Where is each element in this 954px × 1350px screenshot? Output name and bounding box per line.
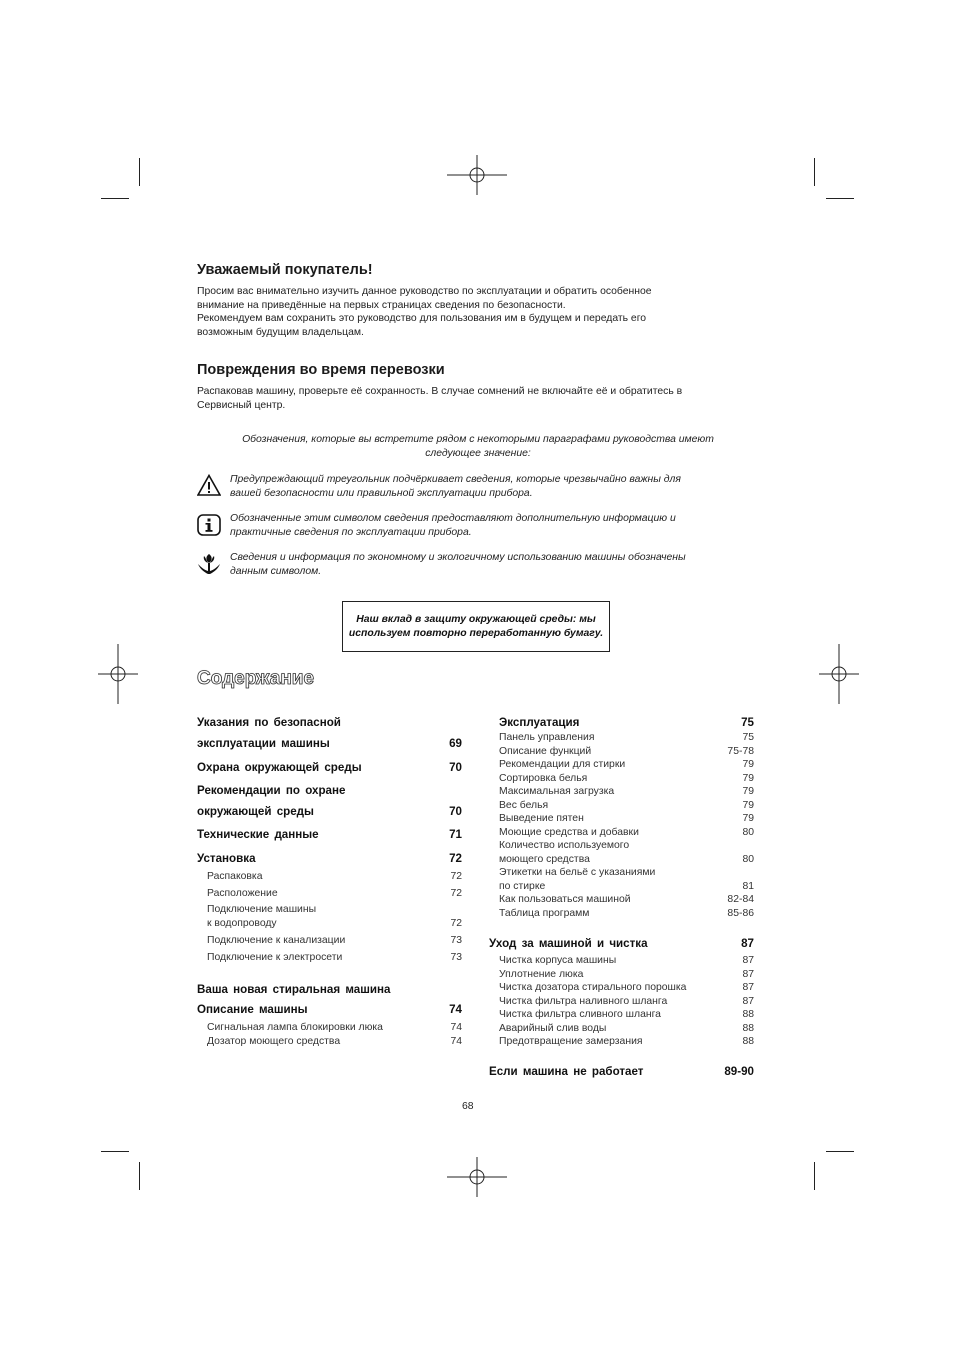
toc-subentry[interactable]: Описание функций 75-78 <box>499 745 754 757</box>
registration-mark-right-icon <box>819 644 859 704</box>
toc-entry[interactable]: Описание машины 74 <box>197 1003 462 1016</box>
toc-subentry[interactable]: Панель управления 75 <box>499 732 754 743</box>
toc-subentry[interactable]: Дозатор моющего средства 74 <box>207 1036 462 1047</box>
toc-subentry[interactable]: Предотвращение замерзания 88 <box>499 1036 754 1047</box>
toc-subentry[interactable]: Как пользоваться машиной 82-84 <box>499 894 754 905</box>
symbols-intro-line-1: Обозначения, которые вы встретите рядом с некоторыми параграфами руководства имеют <box>242 434 714 445</box>
damage-heading: Повреждения во время перевозки <box>197 362 445 378</box>
toc-entry[interactable]: Технические данные 71 <box>197 828 462 841</box>
toc-subentry[interactable]: Аварийный слив воды 88 <box>499 1022 754 1034</box>
symbols-intro-line-2: следующее значение: <box>425 447 531 459</box>
toc-subentry[interactable]: Количество используемого <box>499 840 630 851</box>
toc-subentry[interactable]: Чистка фильтра сливного шланга 88 <box>499 1009 754 1020</box>
toc-entry[interactable]: Установка 72 <box>197 852 462 865</box>
toc-title: Содержание <box>197 668 315 689</box>
registration-mark-left-icon <box>98 644 138 704</box>
toc-subentry[interactable]: Чистка корпуса машины 87 <box>499 955 754 966</box>
toc-entry[interactable]: эксплуатации машины 69 <box>197 737 462 750</box>
eco-line-2: данным символом. <box>230 565 322 577</box>
toc-subentry[interactable]: Подключение к канализации 73 <box>207 935 462 946</box>
toc-subentry[interactable]: Выведение пятен 79 <box>499 813 754 824</box>
toc-subentry[interactable]: Рекомендации для стирки 79 <box>499 759 754 770</box>
toc-entry[interactable]: Эксплуатация 75 <box>499 716 754 729</box>
toc-subentry[interactable]: Расположение 72 <box>207 888 462 899</box>
toc-subentry[interactable]: к водопроводу 72 <box>207 918 462 929</box>
recycled-notice-line-2: используем повторно переработанную бумагу. <box>348 627 604 639</box>
toc-subentry[interactable]: Вес белья 79 <box>499 799 754 811</box>
toc-subentry[interactable]: Уплотнение люка 87 <box>499 968 754 980</box>
toc-entry[interactable]: Охрана окружающей среды 70 <box>197 761 462 774</box>
intro-line-2: внимание на приведённые на первых страницах сведения по безопасности. <box>197 299 566 311</box>
eco-line-1: Сведения и информация по экономному и экологичному использованию машины обозначены <box>230 552 686 563</box>
toc-left-column <box>197 0 462 1100</box>
intro-line-4: возможным будущим владельцам. <box>197 326 364 338</box>
warning-line-2: вашей безопасности или правильной эксплуатации прибора. <box>230 487 533 499</box>
toc-subentry[interactable]: моющего средства 80 <box>499 853 754 865</box>
warning-line-1: Предупреждающий треугольник подчёркивает сведения, которые чрезвычайно важны для <box>230 474 681 485</box>
intro-heading: Уважаемый покупатель! <box>197 262 373 278</box>
toc-entry[interactable]: Если машина не работает 89-90 <box>489 1065 754 1078</box>
info-line-2: практичные сведения по эксплуатации прибора. <box>230 526 472 538</box>
damage-line-1: Распаковав машину, проверьте её сохранность. В случае сомнений не включайте её и обратитесь в <box>197 386 683 397</box>
toc-subentry[interactable]: Сигнальная лампа блокировки люка 74 <box>207 1022 462 1033</box>
toc-subentry[interactable]: Таблица программ 85-86 <box>499 908 754 919</box>
recycled-notice-line-1: Наш вклад в защиту окружающей среды: мы <box>356 613 596 625</box>
toc-entry[interactable]: Ваша новая стиральная машина <box>197 983 391 996</box>
toc-subentry[interactable]: Распаковка 72 <box>207 871 462 882</box>
page-number: 68 <box>462 1101 474 1112</box>
intro-line-3: Рекомендуем вам сохранить это руководство для пользования им в будущем и передать его <box>197 313 647 324</box>
toc-entry[interactable]: Указания по безопасной <box>197 716 341 729</box>
intro-line-1: Просим вас внимательно изучить данное руководство по эксплуатации и обратить особенное <box>197 286 652 297</box>
toc-subentry[interactable]: Подключение машины <box>207 904 317 915</box>
toc-subentry[interactable]: Сортировка белья 79 <box>499 772 754 784</box>
toc-right-column <box>489 0 754 1100</box>
toc-subentry[interactable]: Чистка дозатора стирального порошка 87 <box>499 982 754 993</box>
toc-entry[interactable]: окружающей среды 70 <box>197 805 462 818</box>
toc-entry[interactable]: Рекомендации по охране <box>197 784 346 797</box>
toc-subentry[interactable]: Чистка фильтра наливного шланга 87 <box>499 995 754 1007</box>
toc-subentry[interactable]: Моющие средства и добавки 80 <box>499 826 754 838</box>
registration-mark-bottom-icon <box>447 1157 507 1197</box>
toc-subentry[interactable]: Подключение к электросети 73 <box>207 952 462 963</box>
toc-subentry[interactable]: Максимальная загрузка 79 <box>499 786 754 797</box>
toc-subentry[interactable]: по стирке 81 <box>499 880 754 892</box>
damage-line-2: Сервисный центр. <box>197 399 286 411</box>
toc-entry[interactable]: Уход за машиной и чистка 87 <box>489 937 754 950</box>
toc-subentry[interactable]: Этикетки на бельё с указаниями <box>499 867 656 878</box>
info-line-1: Обозначенные этим символом сведения предоставляют дополнительную информацию и <box>230 513 676 524</box>
